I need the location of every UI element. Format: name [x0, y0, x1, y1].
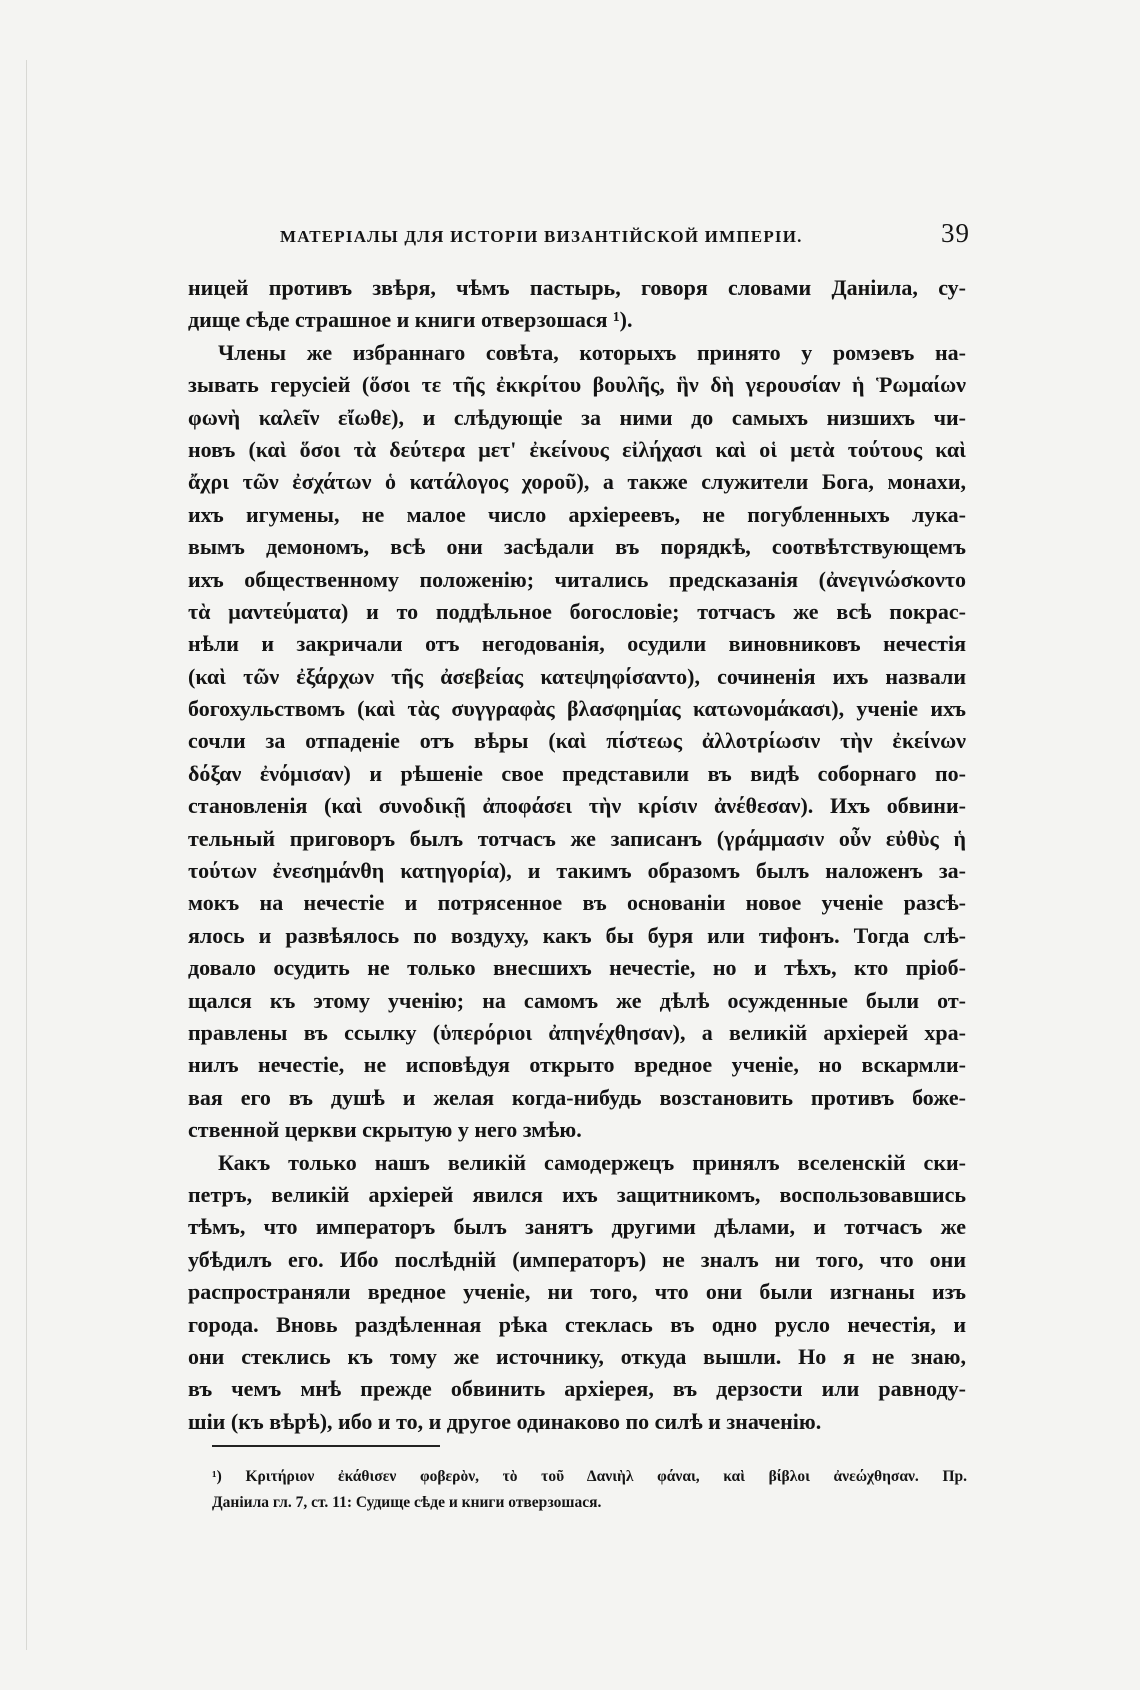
text-line: дище сѣде страшное и книги отверзошася ¹). [188, 307, 633, 333]
text-line: ихъ общественному положенію; читались предсказанія (ἀνεγινώσκοντο [188, 566, 966, 592]
text-line: ницей противъ звѣря, чѣмъ пастырь, говоря словами Даніила, су- [188, 275, 966, 300]
text-line: они стеклись къ тому же источнику, откуда вышли. Но я не знаю, [188, 1343, 966, 1369]
text-line: города. Вновь раздѣленная рѣка стеклась въ одно русло нечестія, и [188, 1311, 966, 1337]
text-line: Члены же избраннаго совѣта, которыхъ принято у ромэевъ на- [218, 339, 966, 365]
running-header [280, 218, 970, 249]
text-line: мокъ на нечестіе и потрясенное въ основаніи новое ученіе разсѣ- [188, 890, 966, 916]
text-line: довало осудить не только внесшихъ нечестіе, но и тѣхъ, кто пріоб- [188, 955, 966, 981]
text-line: петръ, великій архіерей явился ихъ защитникомъ, воспользовавшись [188, 1181, 966, 1207]
text-line: ственной церкви скрытую у него змѣю. [188, 1117, 582, 1143]
footnote-line: ¹) Κριτήριον ἐκάθισεν φοβερὸν, τὸ τοῦ Δανιὴλ φάναι, καὶ βίβλοι ἀνεώχθησαν. Пр. [212, 1468, 967, 1485]
text-line: распространяли вредное ученіе, ни того, что они были изгнаны изъ [188, 1279, 966, 1305]
text-line: правлены въ ссылку (ὑπερόριοι ἀπηνέχθησαν), а великій архіерей хра- [188, 1019, 966, 1045]
text-line: ихъ игумены, не малое число архіереевъ, не погубленныхъ лука- [188, 501, 966, 527]
text-line: вымъ демономъ, всѣ они засѣдали въ порядкѣ, соотвѣтствующемъ [188, 534, 966, 560]
text-line: нѣли и закричали отъ негодованія, осудили виновниковъ нечестія [188, 631, 966, 657]
text-line: τὰ μαντεύματα) и то поддѣльное богословіе; тотчасъ же всѣ покрас- [188, 598, 966, 624]
text-line: вая его въ душѣ и желая когда-нибудь возстановить противъ боже- [188, 1084, 966, 1110]
text-line: въ чемъ мнѣ прежде обвинить архіерея, въ дерзости или равноду- [188, 1376, 966, 1402]
text-line: ялось и развѣялось по воздуху, какъ бы буря или тифонъ. Тогда слѣ- [188, 922, 966, 948]
text-line: сочли за отпаденіе отъ вѣры (καὶ πίστεως ἀλλοτρίωσιν τὴν ἐκείνων [188, 728, 966, 754]
footnote-rule [212, 1445, 440, 1447]
text-line: Какъ только нашъ великій самодержецъ принялъ вселенскій ски- [218, 1149, 966, 1175]
body-text [188, 272, 966, 1438]
text-line: новъ (καὶ ὅσοι τὰ δεύτερα μετ' ἐκείνους εἰλήχασι καὶ οἱ μετὰ τούτους καὶ [188, 436, 966, 462]
text-line: ἄχρι τῶν ἐσχάτων ὁ κατάλογος χοροῦ), а также служители Бога, монахи, [188, 469, 966, 495]
text-line: тельный приговоръ былъ тотчасъ же записанъ (γράμμασιν οὖν εὐθὺς ἡ [188, 825, 966, 851]
text-line: убѣдилъ его. Ибо послѣдній (императоръ) не зналъ ни того, что они [188, 1246, 966, 1272]
text-line: (καὶ τῶν ἐξάρχων τῆς ἀσεβείας κατεψηφίσαντο), сочиненія ихъ назвали [188, 663, 966, 689]
page-number: 39 [941, 218, 970, 248]
text-line: тѣмъ, что императоръ былъ занятъ другими дѣлами, и тотчасъ же [188, 1214, 966, 1240]
text-line: становленія (καὶ συνοδικῇ ἀποφάσει τὴν κρίσιν ἀνέθεσαν). Ихъ обвини- [188, 793, 966, 819]
footnote-line: Даніила гл. 7, ст. 11: Судище сѣде и книги отверзошася. [212, 1494, 602, 1511]
text-line: нилъ нечестіе, не исповѣдуя открыто вредное ученіе, но вскармли- [188, 1052, 966, 1078]
text-line: φωνὴ καλεῖν εἴωθε), и слѣдующіе за ними до самыхъ низшихъ чи- [188, 404, 966, 430]
running-title: МАТЕРІАЛЫ ДЛЯ ИСТОРІИ ВИЗАНТІЙСКОЙ ИМПЕРІИ. [280, 227, 803, 246]
text-line: τούτων ἐνεσημάνθη κατηγορία), и такимъ образомъ былъ наложенъ за- [188, 858, 966, 884]
page-edge-line [26, 60, 27, 1650]
text-line: δόξαν ἐνόμισαν) и рѣшеніе свое представили въ видѣ соборнаго по- [188, 760, 966, 786]
text-line: зывать герусіей (ὅσοι τε τῆς ἐκκρίτου βουλῆς, ἣν δὴ γερουσίαν ἡ Ῥωμαίων [188, 372, 966, 398]
text-line: шіи (къ вѣрѣ), ибо и то, и другое одинаково по силѣ и значенію. [188, 1408, 822, 1434]
text-line: щался къ этому ученію; на самомъ же дѣлѣ осужденные были от- [188, 987, 966, 1013]
footnote [212, 1464, 967, 1516]
text-line: богохульствомъ (καὶ τὰς συγγραφὰς βλασφημίας κατωνομάκασι), ученіе ихъ [188, 696, 966, 722]
